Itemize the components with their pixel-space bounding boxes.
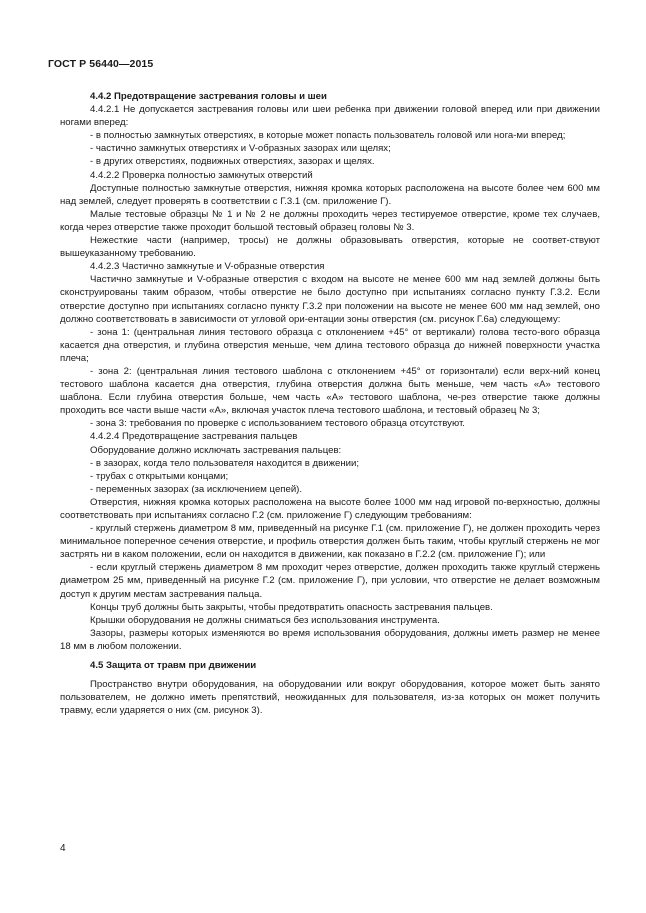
subsection-heading: 4.4.2.3 Частично замкнутые и V-образные отверстия <box>90 261 325 273</box>
list-item: - зона 2: (центральная линия тестового шаблона с отклонением +45° от горизонтали) если верх-ний конец тестового шаблона касается дна отверстия, глубина отверстия должна быть меньше, чем часть «А» тестового шаблона. Если глубина отверстия больше, чем часть «А» тестового шаблона, че-рез отверстие также должны проходить все части выше части «А», включая участок плеча тестового шаблона, и тестовый образец № 3; <box>60 365 600 417</box>
page-number: 4 <box>60 843 66 854</box>
section-heading-4-4-2: 4.4.2 Предотвращение застревания головы и шеи <box>90 91 327 102</box>
list-item: - в других отверстиях, подвижных отверстиях, зазорах и щелях. <box>90 156 375 168</box>
list-item: - круглый стержень диаметром 8 мм, приведенный на рисунке Г.1 (см. приложение Г), не должен проходить через минимальное поперечное сечения отверстие, и профиль отверстия должен быть таким, чтобы круглый стержень не мог застрять ни в каком положении, если он находится в движении, как показано в Г.2.2 (см. приложение Г); или <box>60 523 600 561</box>
paragraph: Малые тестовые образцы № 1 и № 2 не должны проходить через тестируемое отверстие, кроме тех случаев, когда через отверстие также проходит большой тестовый образец головы № 3. <box>60 208 600 233</box>
section-heading-4-5: 4.5 Защита от травм при движении <box>90 660 257 672</box>
document-header: ГОСТ Р 56440—2015 <box>48 58 154 70</box>
paragraph: Пространство внутри оборудования, на оборудовании или вокруг оборудования, которое может быть занято пользователем, не должно иметь препятствий, неожиданных для пользователя, из-за которых он может получить травму, если ударяется о них (см. рисунок 3). <box>60 679 600 717</box>
paragraph: Оборудование должно исключать застревания пальцев: <box>90 444 342 456</box>
list-item: - в полностью замкнутых отверстиях, в которые может попасть пользователь головой или нога-ми вперед; <box>90 130 566 142</box>
subsection-heading: 4.4.2.2 Проверка полностью замкнутых отверстий <box>90 169 313 181</box>
document-body <box>60 90 600 717</box>
paragraph: Частично замкнутые и V-образные отверстия с входом на высоте не менее 600 мм над землей должны быть сконструированы таким образом, чтобы отверстие не было доступно при испытаниях согласно пункту Г.3.2. Если отверстие доступно при испытаниях согласно пункту Г.3.2 при положении на высоте не менее 600 мм над землей, оно должно соответствовать в зависимости от угловой ори-ентации зоны отверстия (см. рисунок Г.6а) следующему: <box>60 274 600 325</box>
paragraph: Крышки оборудования не должны сниматься без использования инструмента. <box>90 614 440 626</box>
paragraph: 4.4.2.1 Не допускается застревания головы или шеи ребенка при движении головой вперед или при движении ногами вперед: <box>60 104 600 129</box>
paragraph: Доступные полностью замкнутые отверстия, нижняя кромка которых расположена на высоте более чем 600 мм над землей, следует проверять в соответствии с Г.3.1 (см. приложение Г). <box>60 182 600 207</box>
list-item: - в зазорах, когда тело пользователя находится в движении; <box>90 457 360 469</box>
paragraph: Нежесткие части (например, тросы) не должны образовывать отверстия, которые не соответ-ствуют вышеуказанному требованию. <box>60 235 600 260</box>
paragraph: Зазоры, размеры которых изменяются во время использования оборудования, должны иметь размер не менее 18 мм в любом положении. <box>60 627 600 652</box>
list-item: - если круглый стержень диаметром 8 мм проходит через отверстие, должен проходить также круглый стержень диаметром 25 мм, приведенный на рисунке Г.2 (см. приложение Г), при условии, что отверстие не делает возможным доступ к другим местам застревания пальца. <box>60 562 600 600</box>
list-item: - переменных зазорах (за исключением цепей). <box>90 483 303 495</box>
subsection-heading: 4.4.2.4 Предотвращение застревания пальцев <box>90 431 298 443</box>
paragraph: Отверстия, нижняя кромка которых расположена на высоте более 1000 мм над игровой по-верхностью, должны соответствовать при испытаниях согласно Г.2 (см. приложение Г) следующим требованиям: <box>60 496 600 521</box>
list-item: - зона 1: (центральная линия тестового образца с отклонением +45° от вертикали) голова тесто-вого образца касается дна отверстия, и глубина отверстия меньше, чем длина тестового образца до нижней поверхности участка плеча; <box>60 326 600 364</box>
list-item: - частично замкнутых отверстиях и V-образных зазорах или щелях; <box>90 143 391 155</box>
list-item: - трубах с открытыми концами; <box>90 470 229 482</box>
paragraph: Концы труб должны быть закрыты, чтобы предотвратить опасность застревания пальцев. <box>90 601 493 613</box>
list-item: - зона 3: требования по проверке с использованием тестового образца отсутствуют. <box>90 418 465 430</box>
